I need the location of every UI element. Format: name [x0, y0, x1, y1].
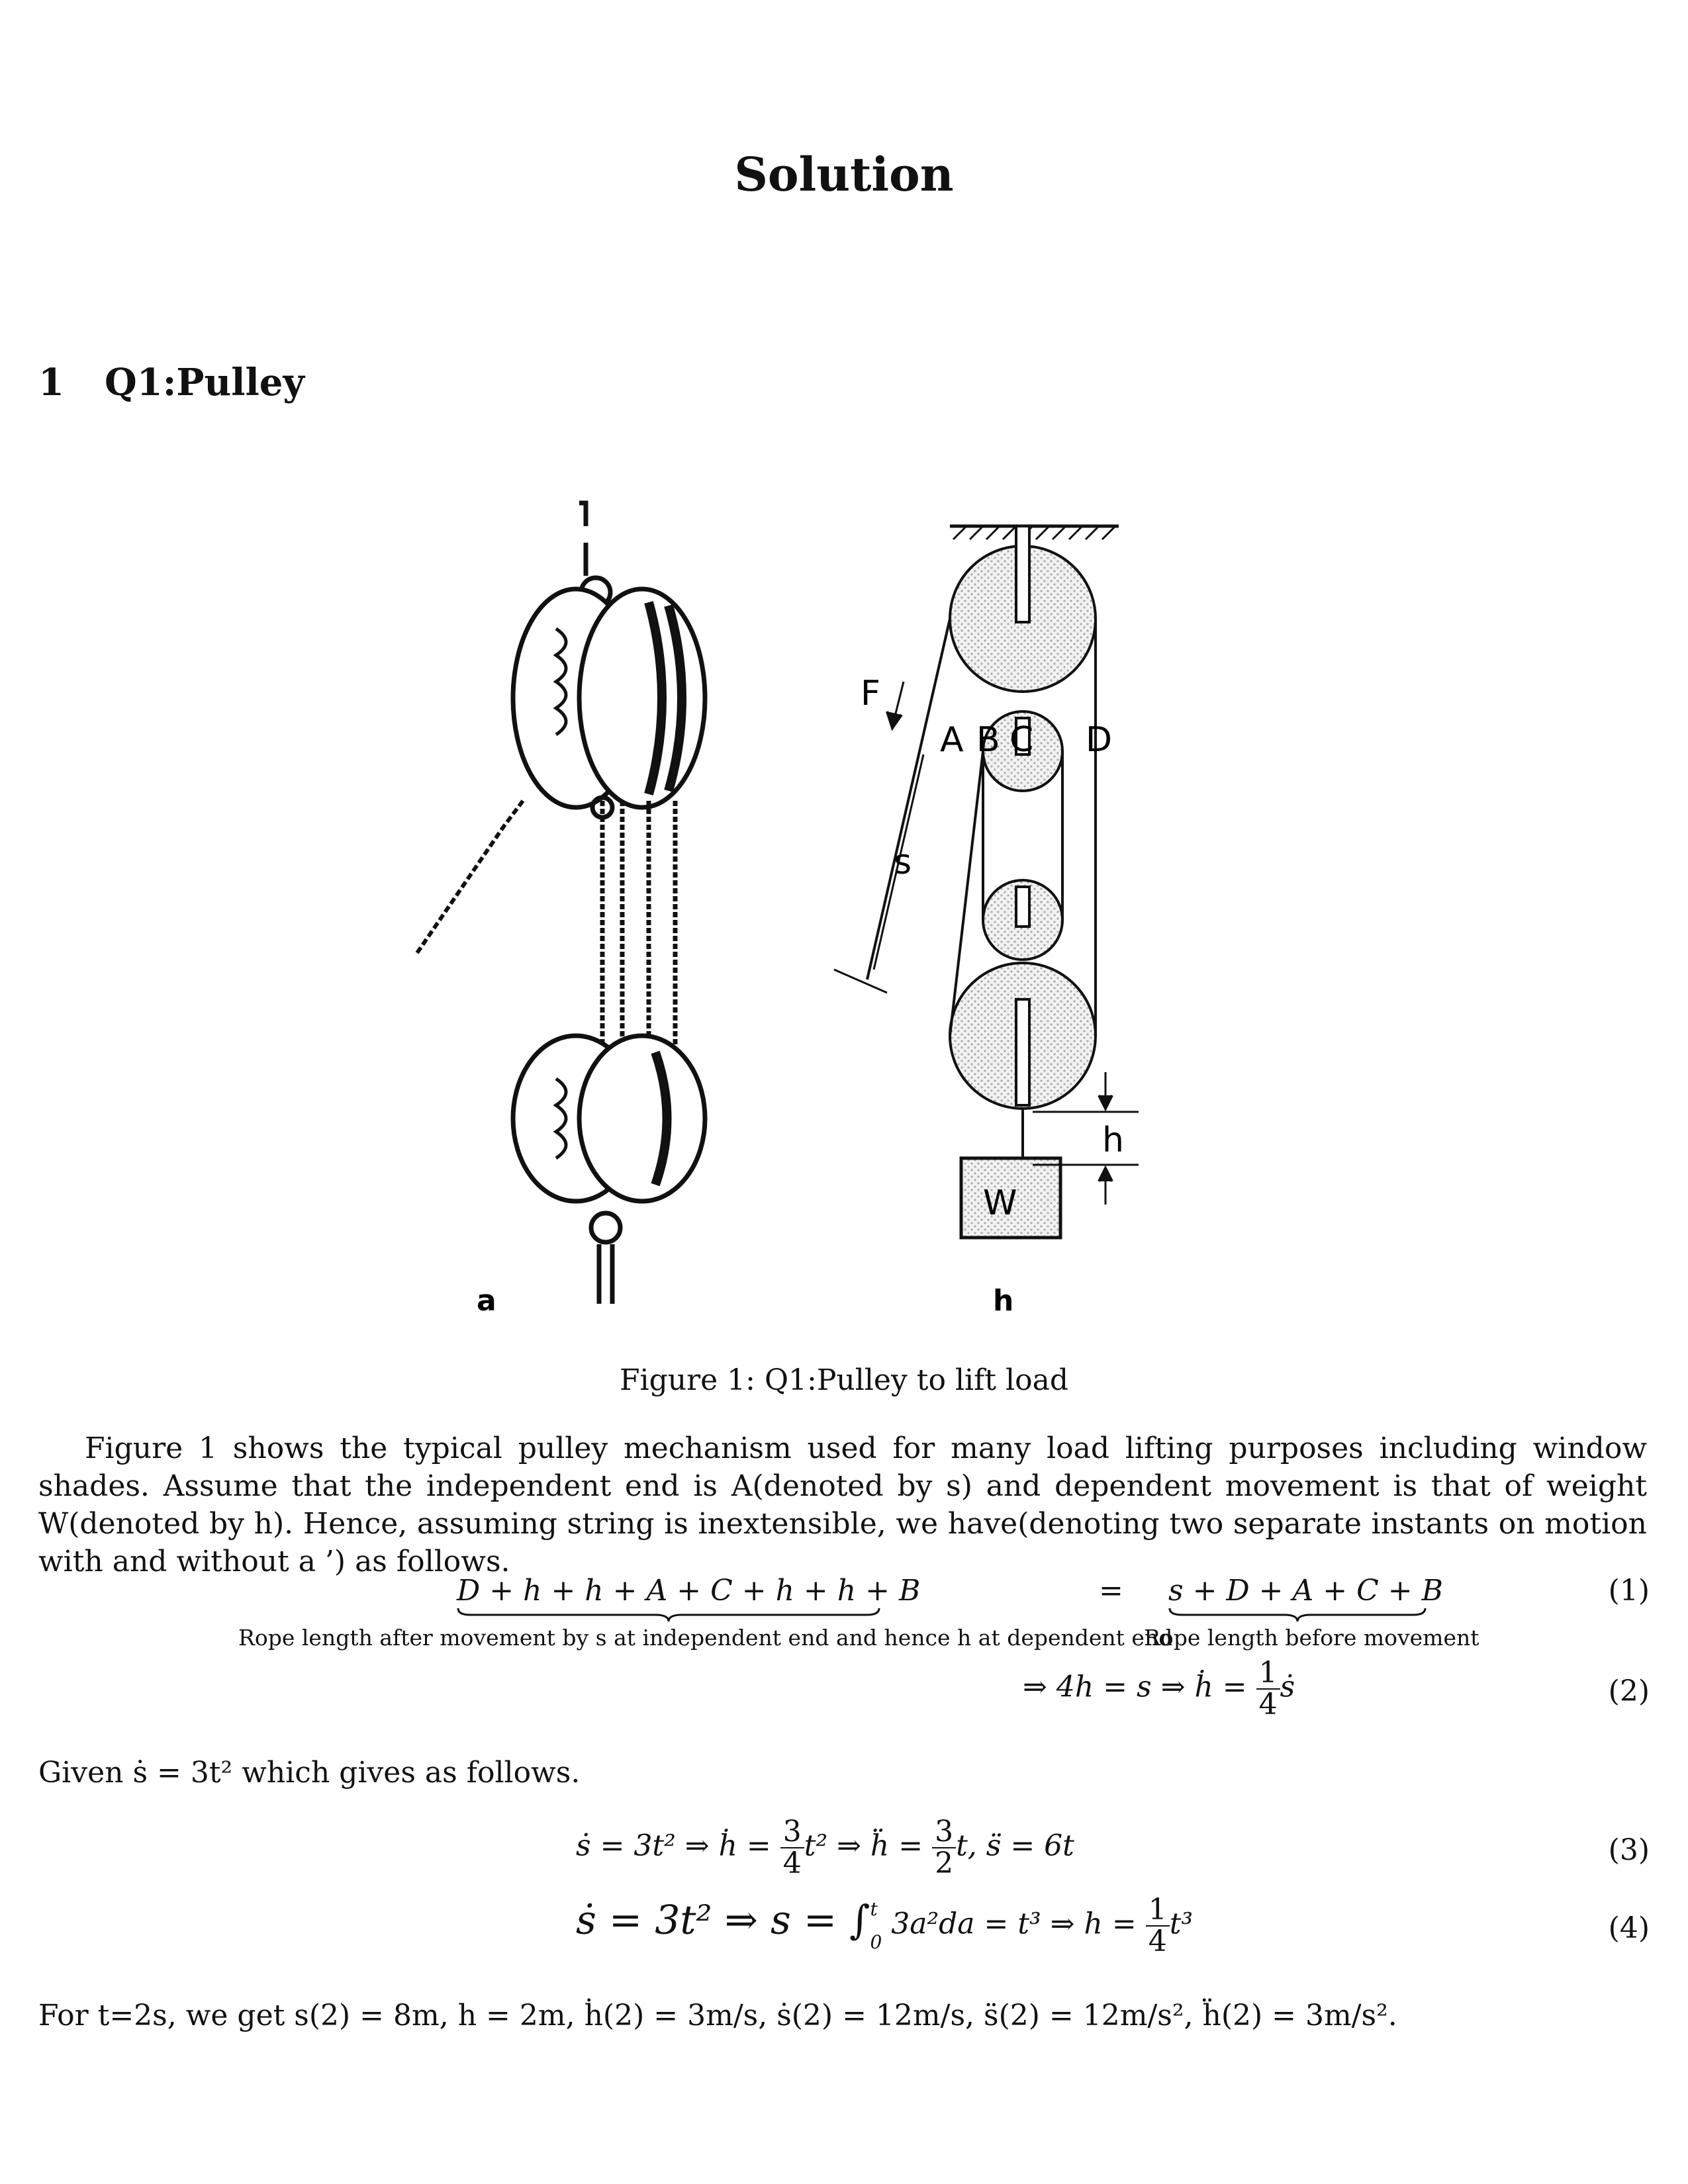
label-F: F — [861, 674, 880, 713]
eq4-limits — [870, 1893, 882, 1959]
eq4-part3: t³ — [1169, 1907, 1194, 1941]
eq1-lhs-note: Rope length after movement by s at independent end and hence h at dependent end — [238, 1625, 1173, 1651]
eq3-frac1-den: 4 — [782, 1846, 802, 1880]
section-title: Q1:Pulley — [105, 361, 305, 404]
paragraph-1: Figure 1 shows the typical pulley mechanism used for many load lifting purposes including window shades. Assume that the independent end is A(denoted by s) and dependent movement is that of weight W(denoted by h). Hence, assuming string is inextensible, we have(denoting two separate instants on motion with and without a ’) as follows. — [38, 1432, 1647, 1578]
label-B: B — [976, 720, 1000, 760]
eq4-frac-den: 4 — [1148, 1925, 1167, 1958]
final-line: For t=2s, we get s(2) = 8m, h = 2m, ḣ(2) = 3m/s, ṡ(2) = 12m/s, s̈(2) = 12m/s², ḧ(2) = 3m/s². — [38, 1999, 1397, 2032]
eq4-frac-num: 1 — [1146, 1895, 1170, 1927]
eq3-frac1 — [780, 1817, 804, 1879]
eq1-number: (1) — [1608, 1574, 1650, 1608]
eq4-frac — [1146, 1895, 1170, 1957]
eq1-lhs-underbrace — [457, 1607, 880, 1623]
label-A: A — [940, 720, 964, 760]
eq2-frac-num: 1 — [1256, 1658, 1280, 1690]
eq4 — [576, 1893, 1193, 1959]
sublabel-b: h — [993, 1284, 1014, 1318]
eq2 — [1023, 1658, 1295, 1720]
section-number: 1 — [38, 361, 64, 404]
eq1-rhs: s + D + A + C + B — [1168, 1574, 1443, 1608]
pulley-figure — [357, 490, 1205, 1350]
figure-caption: Figure 1: Q1:Pulley to lift load — [619, 1363, 1069, 1397]
eq2-number: (2) — [1608, 1674, 1650, 1708]
eq3-part3: t, s̈ = 6t — [956, 1829, 1074, 1863]
label-C: C — [1009, 720, 1034, 760]
block-and-tackle-sketch — [417, 503, 705, 1304]
eq3-part1: ṡ = 3t² ⇒ ḣ = — [576, 1829, 780, 1863]
eq3-frac2 — [932, 1817, 956, 1879]
label-s: s — [894, 842, 912, 882]
label-D: D — [1086, 720, 1113, 760]
eq3-frac2-num: 3 — [932, 1817, 956, 1848]
eq2-frac-den: 4 — [1258, 1688, 1278, 1721]
eq3-frac2-den: 2 — [935, 1846, 954, 1880]
eq2-tail: ṡ — [1280, 1670, 1295, 1704]
sublabel-a: a — [477, 1284, 496, 1318]
eq4-number: (4) — [1608, 1911, 1650, 1945]
eq3-frac1-num: 3 — [780, 1817, 804, 1848]
eq1-equals: = — [1099, 1574, 1123, 1608]
eq1-rhs-note: Rope length before movement — [1144, 1625, 1479, 1651]
eq1-rhs-underbrace — [1168, 1607, 1427, 1623]
eq2-text: ⇒ 4h = s ⇒ ḣ = — [1023, 1670, 1256, 1704]
eq2-fraction — [1256, 1658, 1280, 1720]
eq4-part1: ṡ = 3t² ⇒ s = ∫ — [576, 1897, 870, 1944]
document-title: Solution — [734, 147, 954, 202]
section-heading — [38, 361, 305, 404]
eq3-number: (3) — [1608, 1833, 1650, 1867]
pulley-schematic — [834, 526, 1139, 1238]
eq4-upper-limit: t — [870, 1898, 878, 1920]
given-line: Given ṡ = 3t² which gives as follows. — [38, 1756, 581, 1790]
label-W: W — [983, 1183, 1017, 1223]
eq4-lower-limit: 0 — [870, 1931, 882, 1953]
label-h: h — [1102, 1120, 1124, 1160]
eq4-part2: 3a²da = t³ ⇒ h = — [882, 1907, 1146, 1941]
eq3-part2: t² ⇒ ḧ = — [804, 1829, 933, 1863]
eq1-lhs: D + h + h + A + C + h + h + B — [457, 1574, 921, 1608]
eq3 — [576, 1817, 1074, 1879]
